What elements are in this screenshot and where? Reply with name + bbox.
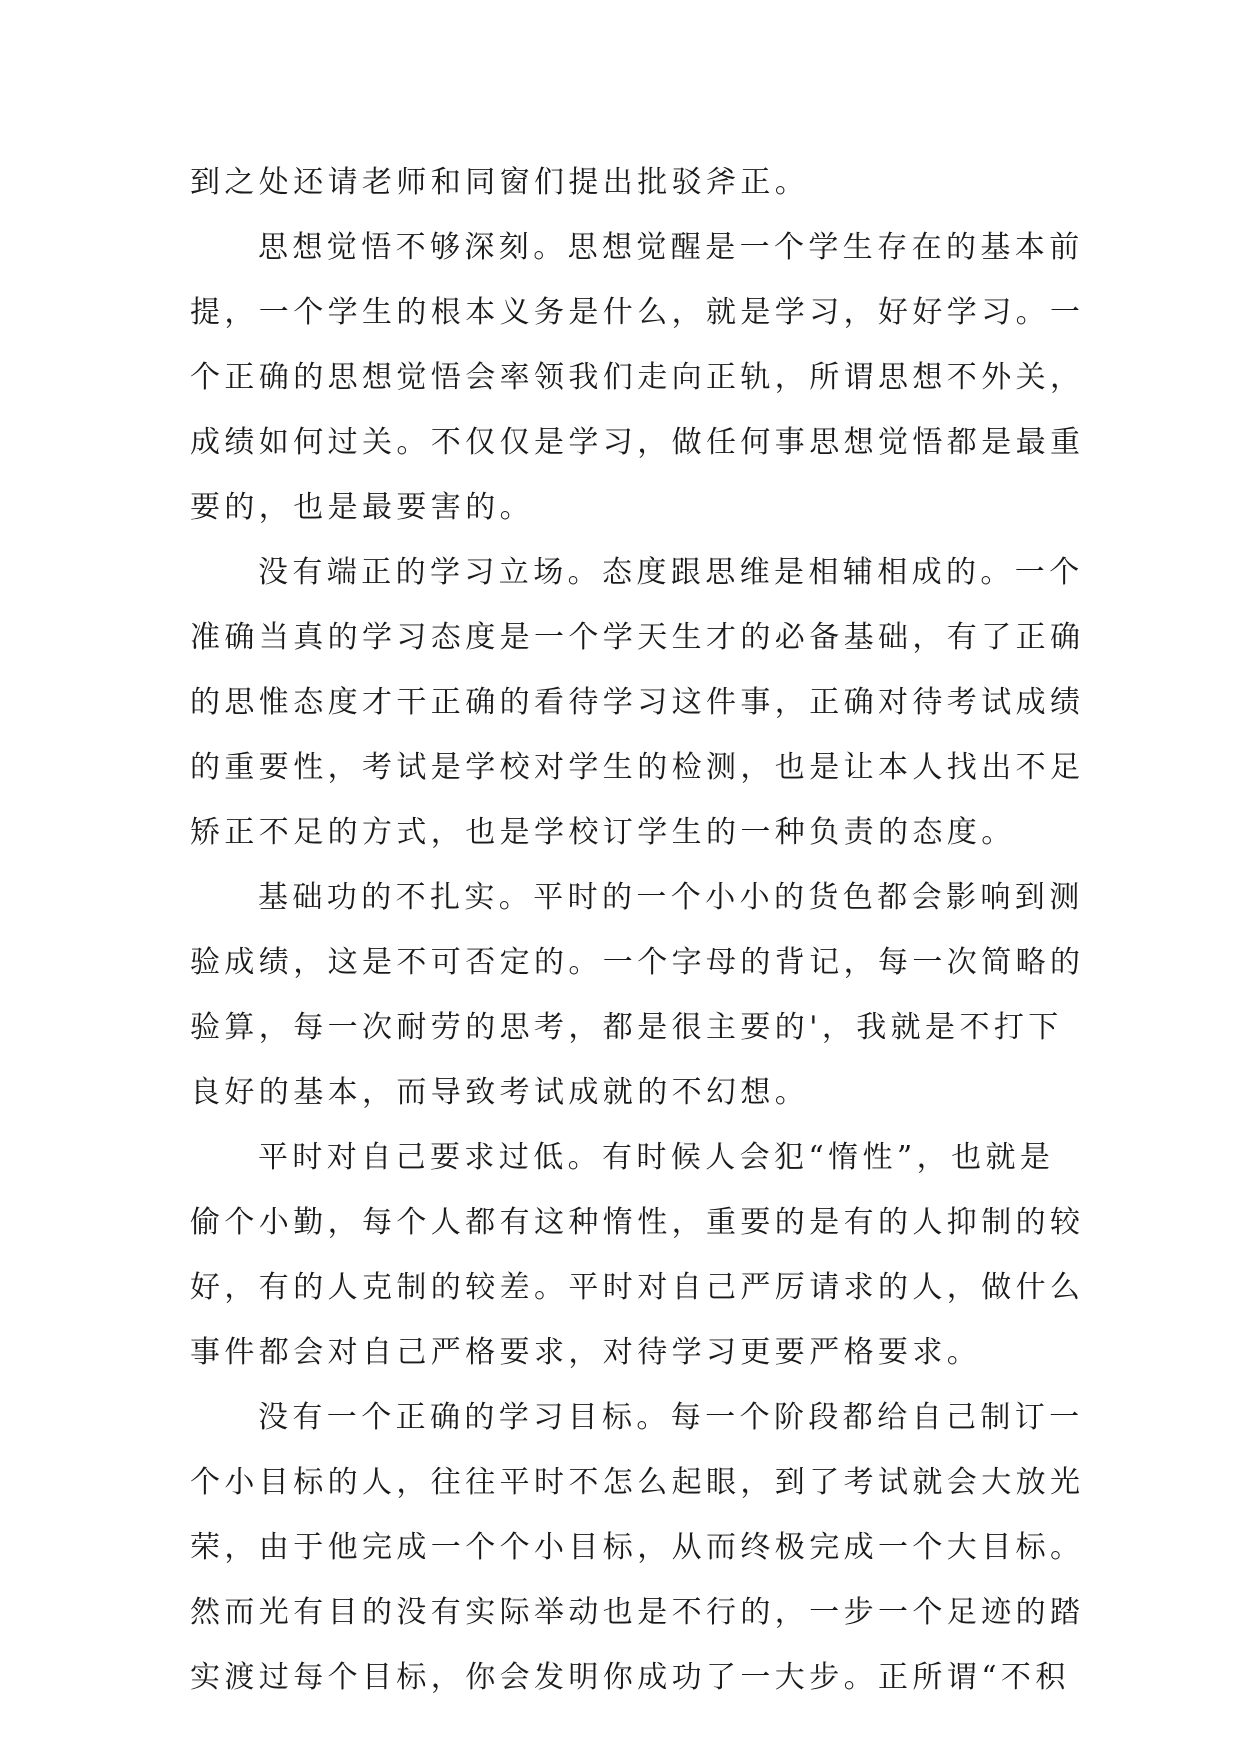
text-line: 荣，由于他完成一个个小目标，从而终极完成一个大目标。 [190, 1530, 1085, 1565]
paragraph-start-line: 平时对自己要求过低。有时候人会犯“惰性”，也就是 [258, 1140, 1055, 1175]
text-line: 良好的基本，而导致考试成就的不幻想。 [190, 1075, 810, 1110]
text-line: 到之处还请老师和同窗们提出批驳斧正。 [190, 165, 810, 200]
body-text [190, 150, 1085, 1710]
text-line: 事件都会对自己严格要求，对待学习更要严格要求。 [190, 1335, 982, 1370]
paragraph-start-line: 思想觉悟不够深刻。思想觉醒是一个学生存在的基本前 [258, 230, 1084, 265]
text-line: 个小目标的人，往往平时不怎么起眼，到了考试就会大放光 [190, 1465, 1085, 1500]
text-line: 然而光有目的没有实际举动也是不行的，一步一个足迹的踏 [190, 1595, 1085, 1630]
text-line: 要的，也是最要害的。 [190, 490, 534, 525]
text-line: 成绩如何过关。不仅仅是学习，做任何事思想觉悟都是最重 [190, 425, 1085, 460]
text-line: 的重要性，考试是学校对学生的检测，也是让本人找出不足 [190, 750, 1085, 785]
text-line: 个正确的思想觉悟会率领我们走向正轨，所谓思想不外关， [190, 360, 1085, 395]
text-line: 偷个小勤，每个人都有这种惰性，重要的是有的人抑制的较 [190, 1205, 1085, 1240]
text-line: 提，一个学生的根本义务是什么，就是学习，好好学习。一 [190, 295, 1085, 330]
text-line: 好，有的人克制的较差。平时对自己严厉请求的人，做什么 [190, 1270, 1085, 1305]
text-line: 准确当真的学习态度是一个学天生才的必备基础，有了正确 [190, 620, 1085, 655]
paragraph-start-line: 没有端正的学习立场。态度跟思维是相辅相成的。一个 [258, 555, 1084, 590]
text-line: 验成绩，这是不可否定的。一个字母的背记，每一次简略的 [190, 945, 1085, 980]
text-line: 验算，每一次耐劳的思考，都是很主要的'，我就是不打下 [190, 1010, 1063, 1045]
text-line: 矫正不足的方式，也是学校订学生的一种负责的态度。 [190, 815, 1016, 850]
paragraph-start-line: 没有一个正确的学习目标。每一个阶段都给自己制订一 [258, 1400, 1084, 1435]
text-line: 的思惟态度才干正确的看待学习这件事，正确对待考试成绩 [190, 685, 1085, 720]
paragraph-start-line: 基础功的不扎实。平时的一个小小的货色都会影响到测 [258, 880, 1084, 915]
text-line: 实渡过每个目标，你会发明你成功了一大步。正所谓“不积 [190, 1660, 1070, 1695]
